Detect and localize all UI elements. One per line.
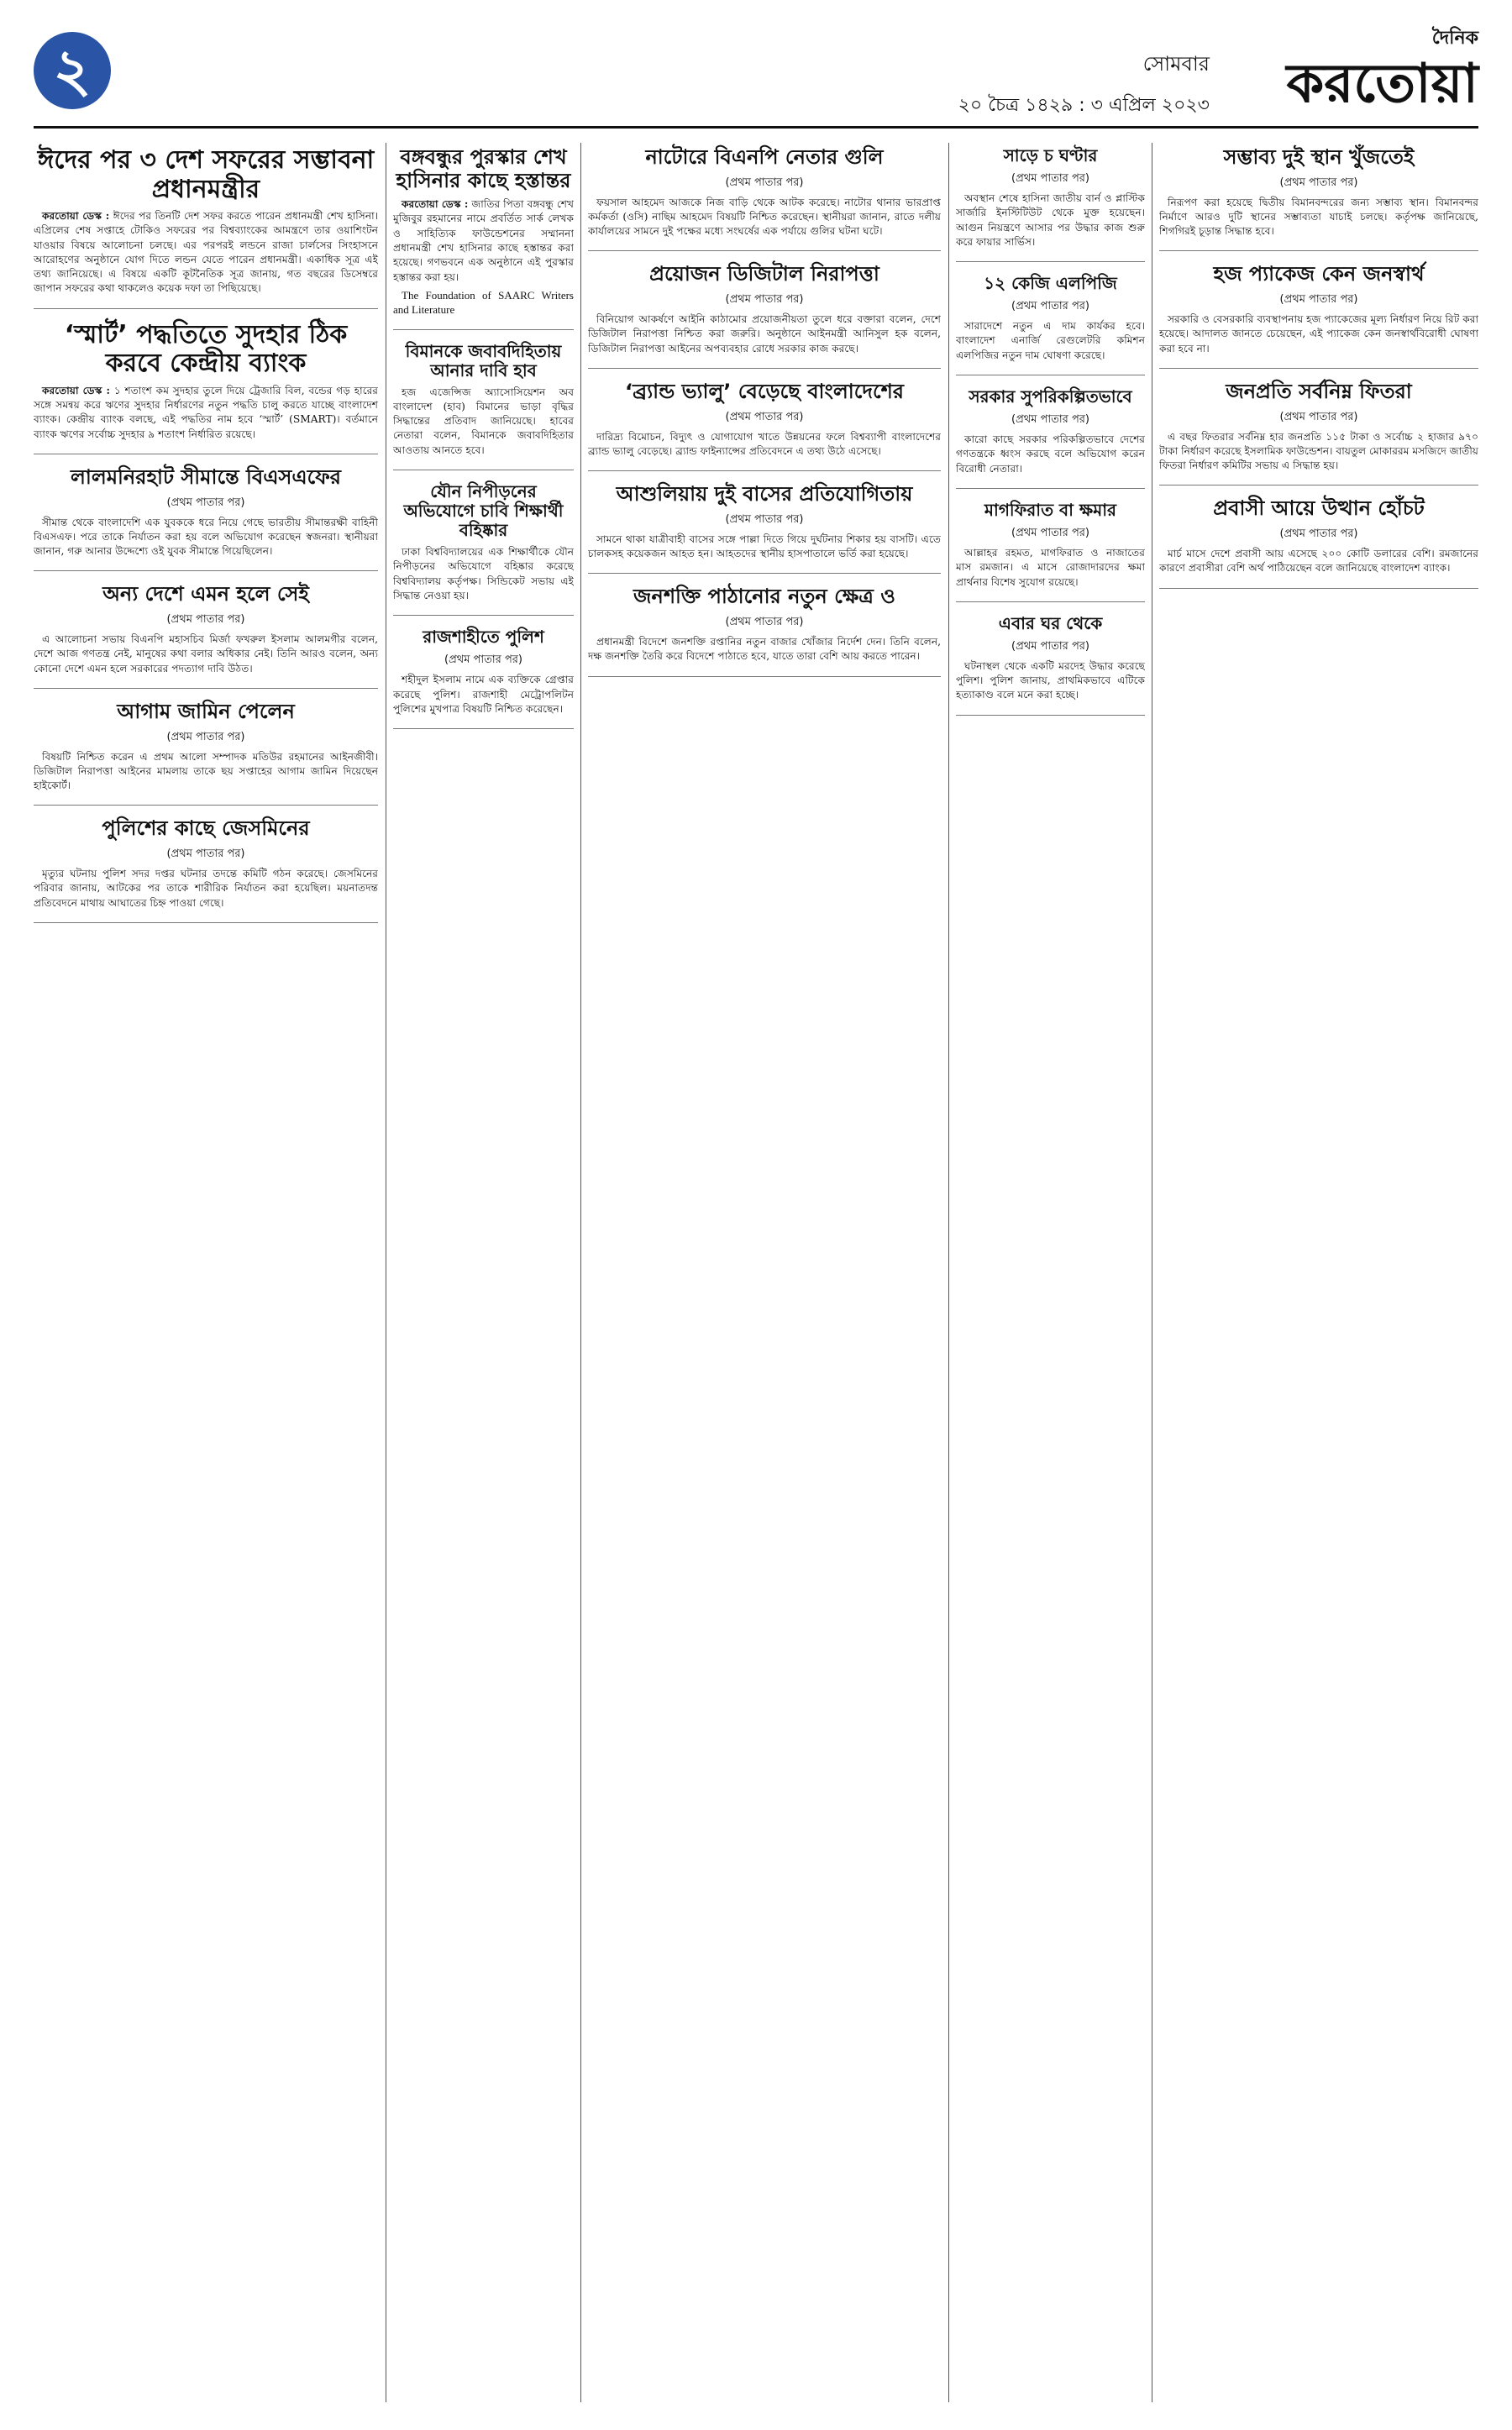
dateline: করতোয়া ডেস্ক : — [42, 210, 110, 222]
article-biman — [393, 342, 574, 470]
headline: হজ প্যাকেজ কেন জনস্বার্থ — [1213, 262, 1425, 286]
jump-label: (প্রথম পাতার পর) — [725, 615, 804, 628]
article-brand-value — [588, 381, 941, 471]
dateline: করতোয়া ডেস্ক : — [402, 198, 469, 211]
headline: রাজশাহীতে পুলিশ — [423, 627, 544, 648]
article-text: কারো কাছে সরকার পরিকল্পিতভাবে দেশের গণতন্ত্রকে ধ্বংস করছে বলে অভিযোগ করেন বিরোধী নেতারা। — [956, 433, 1145, 475]
jump-label: (প্রথম পাতার পর) — [1011, 639, 1089, 653]
headline: অন্য দেশে এমন হলে সেই — [102, 582, 309, 606]
headline: এবার ঘর থেকে — [998, 612, 1103, 633]
column-divider — [580, 143, 581, 2402]
headline: ঈদের পর ৩ দেশ সফরের সম্ভাবনা প্রধানমন্ত্রীর — [37, 145, 375, 204]
article-text: ঘটনাস্থল থেকে একটি মরদেহ উদ্ধার করেছে পুলিশ। পুলিশ জানায়, প্রাথমিকভাবে এটিকে হত্যাকাণ্ড বলে মনে করা হচ্ছে। — [956, 659, 1145, 701]
headline: আশুলিয়ায় দুই বাসের প্রতিযোগিতায় — [616, 482, 913, 506]
article-remittance — [1159, 497, 1478, 588]
jump-label: (প্রথম পাতার পর) — [1279, 293, 1358, 307]
article-text: সীমান্ত থেকে বাংলাদেশি এক যুবককে ধরে নিয়ে গেছে ভারতীয় সীমান্তরক্ষী বাহিনী বিএসএফ। পরে তাকে নির্যাতন করা হয় বলে অভিযোগ করেছেন স্বজনরা। স্থানীয়রা জানান, গরু আনার উদ্দেশ্যে ওই যুবক সীমান্তে গিয়েছিলেন। — [34, 516, 378, 558]
jump-label: (প্রথম পাতার পর) — [166, 613, 245, 627]
page-columns — [34, 143, 1478, 2402]
dateline: করতোয়া ডেস্ক : — [42, 384, 111, 396]
headline: নাটোরে বিএনপি নেতার গুলি — [645, 145, 884, 169]
article-text: ফয়সাল আহমেদ আজকে নিজ বাড়ি থেকে আটক করেছে। নাটোর থানার ভারপ্রাপ্ত কর্মকর্তা (ওসি) নাছিম আহমেদ বিষয়টি নিশ্চিত করেছেন। স্থানীয়রা জানান, রাতে দলীয় কার্যালয়ের সামনে দুই পক্ষের মধ্যে সংঘর্ষের এক পর্যায়ে গুলির ঘটনা ঘটে। — [588, 196, 941, 238]
jump-label: (প্রথম পাতার পর) — [1279, 410, 1358, 423]
jump-label: (প্রথম পাতার পর) — [444, 653, 522, 667]
article-text: বিষয়টি নিশ্চিত করেন এ প্রথম আলো সম্পাদক মতিউর রহমানের আইনজীবী। ডিজিটাল নিরাপত্তা আইনের মামলায় তাকে ছয় সপ্তাহের আগাম জামিন দিয়েছেন হাইকোর্ট। — [34, 750, 378, 792]
article-lpg — [956, 274, 1145, 375]
headline: যৌন নিপীড়নের অভিযোগে চাবি শিক্ষার্থী বহিষ্কার — [403, 481, 564, 541]
jump-label: (প্রথম পাতার পর) — [725, 410, 804, 423]
article-bsf-border — [34, 466, 378, 571]
article-two-sites — [1159, 146, 1478, 251]
page-number-badge: ২ — [34, 32, 111, 109]
logo-main-text: করতোয়া — [1286, 53, 1478, 115]
jump-label: (প্রথম পাতার পর) — [1011, 300, 1089, 313]
article-text: আল্লাহর রহমত, মাগফিরাত ও নাজাতের মাস রমজান। এ মাসে রোজাদারদের ক্ষমা প্রার্থনার বিশেষ সুযোগ রয়েছে। — [956, 546, 1145, 588]
jump-label: (প্রথম পাতার পর) — [166, 496, 245, 509]
article-text: বিনিয়োগ আকর্ষণে আইনি কাঠামোর প্রয়োজনীয়তা তুলে ধরে বক্তারা বলেন, দেশে ডিজিটাল নিরাপত্তা নিশ্চিত করা জরুরি। অনুষ্ঠানে আইনমন্ত্রী আনিসুল হক বলেন, ডিজিটাল নিরাপত্তা আইনের অপব্যবহার রোধে সরকার কাজ করছে। — [588, 313, 941, 354]
article-text: দারিদ্র্য বিমোচন, বিদ্যুৎ ও যোগাযোগ খাতে উন্নয়নের ফলে বিশ্বব্যাপী বাংলাদেশের ব্র্যান্ড ভ্যালু বেড়েছে। ব্র্যান্ড ফাইন্যান্সের প্রতিবেদনে এ তথ্য উঠে এসেছে। — [588, 430, 941, 457]
jump-label: (প্রথম পাতার পর) — [725, 293, 804, 307]
headline: ‘ব্র্যান্ড ভ্যালু’ বেড়েছে বাংলাদেশের — [625, 379, 904, 403]
masthead — [34, 24, 1478, 133]
jump-label: (প্রথম পাতার পর) — [166, 848, 245, 861]
jump-label: (প্রথম পাতার পর) — [725, 512, 804, 526]
headline: ‘স্মার্ট’ পদ্ধতিতে সুদহার ঠিক করবে কেন্দ্রীয় ব্যাংক — [64, 319, 348, 379]
article-text: এ বছর ফিতরার সর্বনিম্ন হার জনপ্রতি ১১৫ টাকা ও সর্বোচ্চ ২ হাজার ৯৭০ টাকা নির্ধারণ করেছে ইসলামিক ফাউন্ডেশন। বায়তুল মোকাররম মসজিদে জাতীয় ফিতরা নির্ধারণ কমিটির সভায় এ সিদ্ধান্ত হয়। — [1159, 430, 1478, 472]
article-pm-visit — [34, 146, 378, 309]
jump-label: (প্রথম পাতার পর) — [1279, 176, 1358, 189]
article-text: মার্চ মাসে দেশে প্রবাসী আয় এসেছে ২০০ কোটি ডলারের বেশি। রমজানের কারণে প্রবাসীরা বেশি অর্থ পাঠিয়েছেন বলে জানিয়েছে বাংলাদেশ ব্যাংক। — [1159, 548, 1478, 575]
article-digital-security — [588, 263, 941, 368]
jump-label: (প্রথম পাতার পর) — [725, 176, 804, 189]
article-text: সারাদেশে নতুন এ দাম কার্যকর হবে। বাংলাদেশ এনার্জি রেগুলেটরি কমিশন এলপিজির নতুন দাম ঘোষণা করেছে। — [956, 320, 1145, 361]
headline: সাড়ে চ ঘণ্টার — [1003, 145, 1098, 165]
column-1 — [34, 143, 378, 2402]
article-bangabandhu-award — [393, 146, 574, 330]
article-govt-planned — [956, 387, 1145, 489]
article-smart-interest — [34, 321, 378, 454]
article-maghfirat — [956, 501, 1145, 602]
column-3 — [588, 143, 941, 2402]
column-divider — [948, 143, 949, 2402]
masthead-divider — [34, 126, 1478, 129]
headline: মাগফিরাত বা ক্ষমার — [984, 499, 1117, 520]
article-text: অবস্থান শেষে হাসিনা জাতীয় বার্ন ও প্লাস্টিক সার্জারি ইনস্টিটিউট থেকে মুক্ত হয়েছেন। আগুন নিয়ন্ত্রণে আসার পর উদ্ধার কাজ শুরু করে ফায়ার সার্ভিস। — [956, 192, 1145, 248]
article-fitra — [1159, 381, 1478, 485]
newspaper-logo — [1226, 24, 1478, 124]
headline: সরকার সুপরিকল্পিতভাবে — [969, 386, 1132, 407]
article-text: সামনে থাকা যাত্রীবাহী বাসের সঙ্গে পাল্লা দিতে গিয়ে দুর্ঘটনার শিকার হয় বাসটি। এতে চালকসহ কয়েকজন আহত হন। আহতদের স্থানীয় হাসপাতালে ভর্তি করা হয়েছে। — [588, 533, 941, 560]
article-bail — [34, 701, 378, 806]
article-manpower — [588, 585, 941, 676]
headline: পুলিশের কাছে জেসমিনের — [102, 816, 310, 841]
jump-label: (প্রথম পাতার পর) — [1011, 413, 1089, 427]
jump-label: (প্রথম পাতার পর) — [1011, 526, 1089, 539]
article-text: এ আলোচনা সভায় বিএনপি মহাসচিব মির্জা ফখরুল ইসলাম আলমগীর বলেন, দেশে আজ গণতন্ত্র নেই, মানুষের কথা বলার অধিকার নেই। তিনি আরও বলেন, অন্য কোনো দেশে এমন হলে সরকারের পদত্যাগ দাবি উঠত। — [34, 633, 378, 674]
article-text: নিরূপণ করা হয়েছে দ্বিতীয় বিমানবন্দরের জন্য সম্ভাব্য স্থান। বিমানবন্দর নির্মাণে আরও দুটি স্থানের সম্ভাব্যতা যাচাই চলছে। কর্তৃপক্ষ জানিয়েছে, শিগগিরই চূড়ান্ত সিদ্ধান্ত হবে। — [1159, 196, 1478, 238]
article-du-expulsion — [393, 482, 574, 616]
article-text: হজ এজেন্সিজ অ্যাসোসিয়েশন অব বাংলাদেশ (হাব) বিমানের ভাড়া বৃদ্ধির সিদ্ধান্তের প্রতিবাদ জানিয়েছে। হাবের নেতারা বলেন, বিমানকে জবাবদিহিতার আওতায় আনতে হবে। — [393, 386, 574, 456]
jump-label: (প্রথম পাতার পর) — [1279, 527, 1358, 541]
article-english-text: The Foundation of SAARC Writers and Literature — [393, 288, 574, 317]
article-other-country — [34, 583, 378, 688]
article-text: প্রধানমন্ত্রী বিদেশে জনশক্তি রপ্তানির নতুন বাজার খোঁজার নির্দেশ দেন। তিনি বলেন, দক্ষ জনশক্তি তৈরি করে বিদেশে পাঠাতে হবে, যাতে তারা বেশি আয় করতে পারেন। — [588, 635, 941, 663]
article-from-house — [956, 614, 1145, 716]
issue-date: ২০ চৈত্র ১৪২৯ : ৩ এপ্রিল ২০২৩ — [958, 95, 1210, 116]
logo-small-text: দৈনিক — [1431, 28, 1478, 49]
headline: বিমানকে জবাবদিহিতায় আনার দাবি হাব — [405, 340, 562, 381]
article-natore — [588, 146, 941, 251]
article-text: সরকারি ও বেসরকারি ব্যবস্থাপনায় হজ প্যাকেজের মূল্য নির্ধারণ নিয়ে রিট করা হয়েছে। আদালত জানতে চেয়েছেন, এই প্যাকেজ কেন জনস্বার্থবিরোধী ঘোষণা করা হবে না। — [1159, 313, 1478, 354]
article-text: ঈদের পর তিনটি দেশ সফর করতে পারেন প্রধানমন্ত্রী শেখ হাসিনা। এপ্রিলের শেষ সপ্তাহে টোকিও সফরের পর বিশ্বব্যাংকের আমন্ত্রণে তার ওয়াশিংটন যাওয়ার বিষয়ে আলোচনা চলছে। এর পরপরই লন্ডনে রাজা চার্লসের সিংহাসনে আরোহণের অনুষ্ঠানে যোগ দিতে লন্ডন যেতে পারেন প্রধানমন্ত্রী। একাধিক সূত্র এই তথ্য জানিয়েছে। এ বিষয়ে একটি কূটনৈতিক সূত্র জানায়, গত বছরের ডিসেম্বরে জাপান সফরের কথা থাকলেও কয়েক দফা তা পিছিয়েছে। — [34, 210, 378, 295]
article-hajj-package — [1159, 263, 1478, 368]
headline: জনশক্তি পাঠানোর নতুন ক্ষেত্র ও — [633, 585, 895, 609]
weekday: সোমবার — [1142, 52, 1210, 76]
headline: প্রয়োজন ডিজিটাল নিরাপত্তা — [649, 262, 879, 286]
article-text: ঢাকা বিশ্ববিদ্যালয়ের এক শিক্ষার্থীকে যৌন নিপীড়নের অভিযোগে বহিষ্কার করেছে বিশ্ববিদ্যালয় কর্তৃপক্ষ। সিন্ডিকেট সভায় এই সিদ্ধান্ত নেওয়া হয়। — [393, 546, 574, 601]
article-jesmin — [34, 817, 378, 922]
headline: সম্ভাব্য দুই স্থান খুঁজতেই — [1223, 145, 1415, 169]
article-text: ১ শতাংশ কম সুদহার তুলে দিয়ে ট্রেজারি বিল, বন্ডের গড় হারের সঙ্গে সমন্বয় করে ঋণের সুদহার নির্ধারণের নতুন পদ্ধতি চালু করতে যাচ্ছে বাংলাদেশ ব্যাংক। কেন্দ্রীয় ব্যাংক বলছে, এই পদ্ধতির নাম হবে ‘স্মার্ট’ (SMART)। বর্তমানে ব্যাংক ঋণের সর্বোচ্চ সুদহার ৯ শতাংশ নির্ধারিত রয়েছে। — [34, 384, 378, 440]
article-text: জাতির পিতা বঙ্গবন্ধু শেখ মুজিবুর রহমানের নামে প্রবর্তিত সার্ক লেখক ও সাহিত্যিক ফাউন্ডেশনের সম্মাননা প্রধানমন্ত্রী শেখ হাসিনার কাছে হস্তান্তর করা হয়েছে। গণভবনে এক অনুষ্ঠানে এই পুরস্কার হস্তান্তর করা হয়। — [393, 198, 574, 283]
article-text: শহীদুল ইসলাম নামে এক ব্যক্তিকে গ্রেপ্তার করেছে পুলিশ। রাজশাহী মেট্রোপলিটন পুলিশের মুখপাত্র বিষয়টি নিশ্চিত করেছেন। — [393, 674, 574, 715]
headline: লালমনিরহাট সীমান্তে বিএসএফের — [71, 464, 341, 489]
column-4 — [956, 143, 1145, 2402]
article-ashulia-bus — [588, 483, 941, 574]
article-rajshahi-police — [393, 627, 574, 729]
column-2 — [393, 143, 574, 2402]
headline: বঙ্গবন্ধুর পুরস্কার শেখ হাসিনার কাছে হস্তান্তর — [396, 145, 571, 192]
jump-label: (প্রথম পাতার পর) — [166, 730, 245, 743]
headline: ১২ কেজি এলপিজি — [984, 273, 1117, 294]
headline: প্রবাসী আয়ে উত্থান হোঁচট — [1213, 496, 1425, 521]
jump-label: (প্রথম পাতার পর) — [1011, 172, 1089, 185]
article-text: মৃত্যুর ঘটনায় পুলিশ সদর দপ্তর ঘটনার তদন্তে কমিটি গঠন করেছে। জেসমিনের পরিবার জানায়, আটকের পর তাকে শারীরিক নির্যাতন করা হয়েছিল। ময়নাতদন্ত প্রতিবেদনে মাথায় আঘাতের চিহ্ন পাওয়া গেছে। — [34, 868, 378, 909]
headline: আগাম জামিন পেলেন — [117, 699, 295, 723]
column-5 — [1159, 143, 1478, 2402]
article-hours — [956, 146, 1145, 262]
headline: জনপ্রতি সর্বনিম্ন ফিতরা — [1226, 379, 1412, 403]
